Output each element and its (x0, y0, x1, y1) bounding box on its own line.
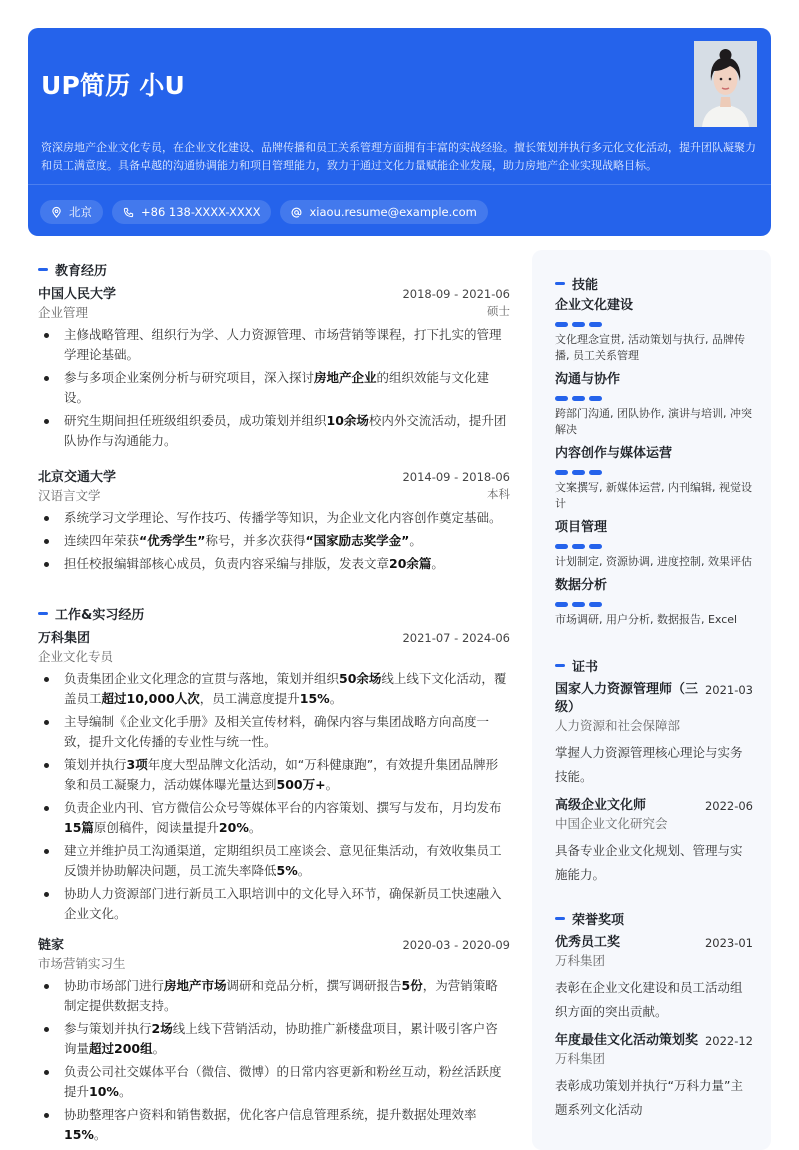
award-date: 2023-01 (704, 936, 753, 950)
bullet-item: 参与多项企业案例分析与研究项目，深入探讨房地产企业的组织效能与文化建设。 (38, 368, 510, 408)
education-entry (38, 466, 510, 574)
skill-name: 内容创作与媒体运营 (555, 446, 673, 461)
certificate-date: 2021-03 (704, 683, 753, 697)
certificate-desc: 具备专业企业文化规划、管理与实施能力。 (555, 843, 743, 882)
award-name: 优秀员工奖 (555, 935, 621, 950)
skill-item (555, 518, 753, 570)
degree: 硕士 (487, 304, 510, 318)
bullet-item: 负责集团企业文化理念的宣贯与落地，策划并组织50余场线上线下文化活动，覆盖员工超过10,000人次，员工满意度提升15%。 (38, 669, 510, 709)
education-section-title (38, 258, 510, 280)
education-entry (38, 283, 510, 451)
school-name: 北京交通大学 (38, 470, 117, 485)
company-name: 万科集团 (38, 631, 91, 646)
bullet-item: 协助整理客户资料和销售数据，优化客户信息管理系统，提升数据处理效率15%。 (38, 1105, 510, 1145)
entry-date: 2018-09 - 2021-06 (402, 287, 510, 301)
work-entry (38, 627, 510, 924)
skill-level-indicator (555, 322, 753, 327)
skill-level-indicator (555, 602, 753, 607)
company-name: 链家 (38, 938, 65, 953)
section-accent-bar (555, 282, 565, 285)
award-item (555, 934, 753, 1024)
section-accent-bar (38, 268, 48, 271)
skill-desc: 文案撰写, 新媒体运营, 内刊编辑, 视觉设计 (555, 481, 752, 510)
major: 企业管理 (38, 305, 89, 320)
certificate-item (555, 797, 753, 887)
bullet-item: 主修战略管理、组织行为学、人力资源管理、市场营销等课程，打下扎实的管理学理论基础。 (38, 325, 510, 365)
resume-header (28, 28, 771, 236)
award-desc: 表彰在企业文化建设和员工活动组织方面的突出贡献。 (555, 980, 743, 1019)
skill-name: 项目管理 (555, 520, 608, 535)
award-issuer: 万科集团 (555, 953, 606, 968)
certificate-issuer: 中国企业文化研究会 (555, 816, 668, 831)
entry-date: 2014-09 - 2018-06 (402, 470, 510, 484)
certificate-name: 高级企业文化师 (555, 798, 647, 813)
award-name: 年度最佳文化活动策划奖 (555, 1033, 699, 1048)
school-name: 中国人民大学 (38, 287, 117, 302)
award-desc: 表彰成功策划并执行“万科力量”主题系列文化活动 (555, 1078, 743, 1117)
bullet-item: 策划并执行3项年度大型品牌文化活动，如“万科健康跑”，有效提升集团品牌形象和员工凝聚力，活动媒体曝光量达到500万+。 (38, 755, 510, 795)
bullet-item: 担任校报编辑部核心成员，负责内容采编与排版，发表文章20余篇。 (38, 554, 510, 574)
bullet-item: 连续四年荣获“优秀学生”称号，并多次获得“国家励志奖学金”。 (38, 531, 510, 551)
job-role: 企业文化专员 (38, 649, 114, 664)
phone-icon (123, 207, 134, 218)
bullet-item: 协助市场部门进行房地产市场调研和竞品分析，撰写调研报告5份，为营销策略制定提供数据支持。 (38, 976, 510, 1016)
awards-section-title (555, 907, 753, 929)
certificate-issuer: 人力资源和社会保障部 (555, 718, 681, 733)
skill-level-indicator (555, 470, 753, 475)
section-accent-bar (555, 664, 565, 667)
work-section-title (38, 602, 510, 624)
skill-item (555, 576, 753, 628)
work-title-text: 工作&实习经历 (55, 607, 145, 623)
contact-phone[interactable] (112, 200, 271, 224)
entry-date: 2020-03 - 2020-09 (402, 938, 510, 952)
skill-item (555, 444, 753, 512)
entry-date: 2021-07 - 2024-06 (402, 631, 510, 645)
profile-photo (694, 41, 757, 127)
contact-list (40, 200, 488, 224)
bullet-item: 负责企业内刊、官方微信公众号等媒体平台的内容策划、撰写与发布，月均发布15篇原创稿件，阅读量提升20%。 (38, 798, 510, 838)
certificates-title-text: 证书 (572, 659, 599, 675)
contact-location-text: 北京 (69, 205, 92, 219)
skills-section-title (555, 272, 753, 294)
main-column (38, 258, 510, 1148)
skill-desc: 文化理念宣贯, 活动策划与执行, 品牌传播, 员工关系管理 (555, 333, 745, 362)
skill-level-indicator (555, 544, 753, 549)
skill-level-indicator (555, 396, 753, 401)
bullet-list (38, 508, 510, 574)
skill-name: 沟通与协作 (555, 372, 621, 387)
bullet-item: 研究生期间担任班级组织委员，成功策划并组织10余场校内外交流活动，提升团队协作与沟通能力。 (38, 411, 510, 451)
header-divider (28, 184, 771, 185)
contact-location (40, 200, 103, 224)
skill-item (555, 370, 753, 438)
degree: 本科 (487, 487, 510, 501)
skill-item (555, 296, 753, 364)
skills-title-text: 技能 (572, 277, 599, 293)
skill-desc: 计划制定, 资源协调, 进度控制, 效果评估 (555, 555, 752, 568)
awards-title-text: 荣誉奖项 (572, 912, 625, 928)
bullet-list (38, 976, 510, 1145)
award-item (555, 1032, 753, 1122)
certificate-date: 2022-06 (704, 799, 753, 813)
major: 汉语言文学 (38, 488, 101, 503)
job-role: 市场营销实习生 (38, 956, 126, 971)
skill-name: 数据分析 (555, 578, 608, 593)
skill-name: 企业文化建设 (555, 298, 634, 313)
award-issuer: 万科集团 (555, 1051, 606, 1066)
section-accent-bar (555, 917, 565, 920)
sidebar (532, 250, 771, 1150)
profile-summary: 资深房地产企业文化专员，在企业文化建设、品牌传播和员工关系管理方面拥有丰富的实战经验。擅长策划并执行多元化文化活动，提升团队凝聚力和员工满意度。具备卓越的沟通协调能力和项目管理能力，致力于通过文化力量赋能企业发展，助力房地产企业实现战略目标。 (41, 141, 756, 172)
section-accent-bar (38, 612, 48, 615)
bullet-item: 参与策划并执行2场线上线下营销活动，协助推广新楼盘项目，累计吸引客户咨询量超过200组。 (38, 1019, 510, 1059)
contact-email[interactable] (280, 200, 487, 224)
work-entry (38, 934, 510, 1145)
education-title-text: 教育经历 (55, 263, 108, 279)
bullet-item: 建立并维护员工沟通渠道，定期组织员工座谈会、意见征集活动，有效收集员工反馈并协助解决问题，员工流失率降低5%。 (38, 841, 510, 881)
contact-email-text: xiaou.resume@example.com (309, 205, 477, 219)
contact-phone-text: +86 138-XXXX-XXXX (141, 205, 261, 219)
bullet-item: 系统学习文学理论、写作技巧、传播学等知识，为企业文化内容创作奠定基础。 (38, 508, 510, 528)
bullet-item: 负责公司社交媒体平台（微信、微博）的日常内容更新和粉丝互动，粉丝活跃度提升10%。 (38, 1062, 510, 1102)
bullet-list (38, 669, 510, 924)
skill-desc: 跨部门沟通, 团队协作, 演讲与培训, 冲突解决 (555, 407, 752, 436)
certificate-desc: 掌握人力资源管理核心理论与实务技能。 (555, 745, 743, 784)
award-date: 2022-12 (704, 1034, 753, 1048)
email-icon (291, 207, 302, 218)
certificates-section-title (555, 654, 753, 676)
bullet-item: 协助人力资源部门进行新员工入职培训中的文化导入环节，确保新员工快速融入企业文化。 (38, 884, 510, 924)
bullet-list (38, 325, 510, 451)
bullet-item: 主导编制《企业文化手册》及相关宣传材料，确保内容与集团战略方向高度一致，提升文化传播的专业性与统一性。 (38, 712, 510, 752)
location-icon (51, 207, 62, 218)
profile-photo-image (694, 41, 757, 127)
certificate-name: 国家人力资源管理师（三级） (555, 682, 699, 715)
candidate-name: UP简历 小U (41, 71, 186, 100)
skill-desc: 市场调研, 用户分析, 数据报告, Excel (555, 613, 738, 626)
certificate-item (555, 681, 753, 789)
